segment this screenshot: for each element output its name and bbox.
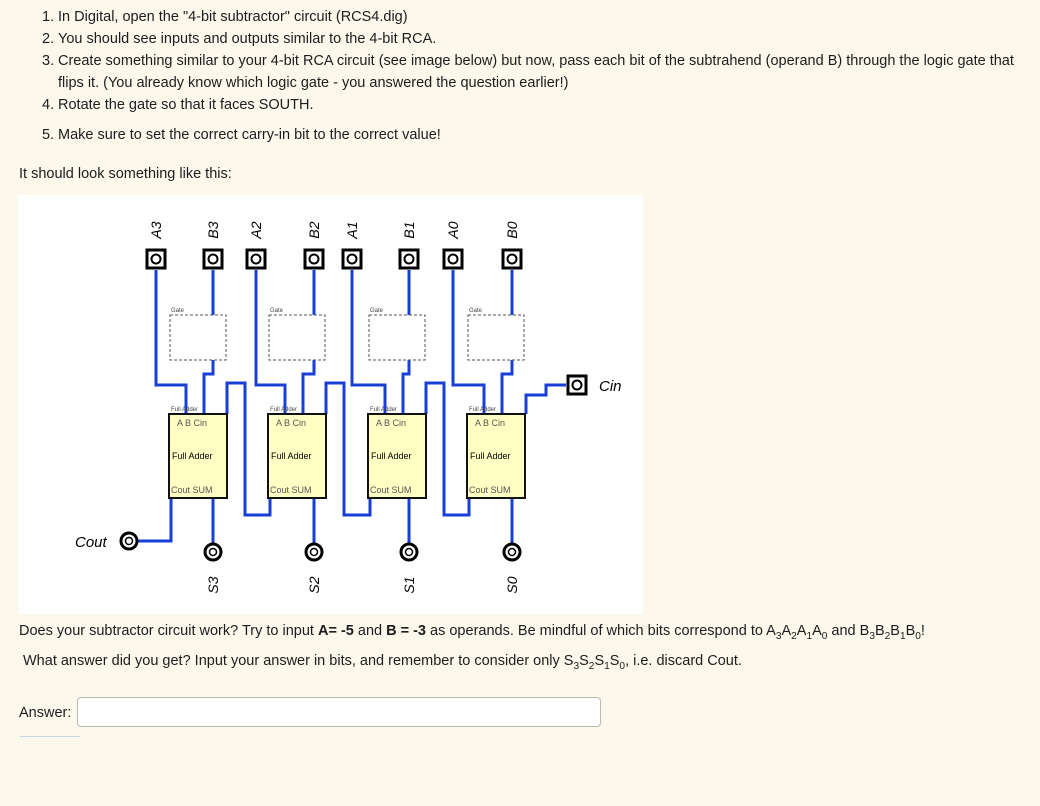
divider xyxy=(20,736,80,737)
gate-label: Gate xyxy=(469,308,483,314)
gate-label: Gate xyxy=(270,308,284,314)
input-pin-dot xyxy=(449,255,458,264)
wire-carry3 xyxy=(227,383,270,515)
operand-b: B = -3 xyxy=(386,623,426,639)
gate-box xyxy=(369,315,425,360)
full-adder-pins-bottom: Cout SUM xyxy=(469,485,511,495)
full-adder-title: Full Adder xyxy=(469,407,497,413)
full-adder-name: Full Adder xyxy=(470,451,511,461)
output-label-s1: S1 xyxy=(401,576,417,594)
step-5: 5. Make sure to set the correct carry-in bit to the correct value! xyxy=(42,127,441,143)
step-4: 4. Rotate the gate so that it faces SOUTH. xyxy=(42,97,314,113)
wire-carry1 xyxy=(426,383,469,515)
question-line-1: Does your subtractor circuit work? Try to input A= -5 and B = -3 as operands. Be mindful of which bits correspond to $A_3A_2A_1A_0$ and $B_3B_2B_1B_0$! xyxy=(19,623,925,642)
full-adder-title: Full Adder xyxy=(171,407,199,413)
wire-cout xyxy=(136,498,171,541)
full-adder-name: Full Adder xyxy=(172,451,213,461)
input-pin-dot xyxy=(508,255,517,264)
cout-pin-dot xyxy=(126,538,133,545)
full-adder-title: Full Adder xyxy=(370,407,398,413)
gate-label: Gate xyxy=(171,308,185,314)
input-label-b3: B3 xyxy=(205,221,221,239)
input-pin-dot xyxy=(310,255,319,264)
wire-b-out2 xyxy=(303,360,314,414)
output-pin-dot xyxy=(210,549,217,556)
instruction-list xyxy=(0,6,1028,146)
input-label-b0: B0 xyxy=(504,221,520,239)
step-3: 3. Create something similar to your 4-bit RCA circuit (see image below) but now, pass each bit of the subtrahend (operand B) through the logic gate that flips it. (You already know which logic gate - you answered the question earlier!) xyxy=(42,53,1014,91)
full-adder-pins-top: A B Cin xyxy=(276,418,307,428)
step-2: 2. You should see inputs and outputs similar to the 4-bit RCA. xyxy=(42,31,437,47)
gate-box xyxy=(269,315,325,360)
input-pin-dot xyxy=(405,255,414,264)
cout-label: Cout xyxy=(75,534,107,551)
input-pin-dot xyxy=(209,255,218,264)
input-label-a0: A0 xyxy=(445,221,461,239)
gate-box xyxy=(170,315,226,360)
input-label-a2: A2 xyxy=(248,221,264,239)
wire-b-out0 xyxy=(502,360,512,414)
full-adder-pins-top: A B Cin xyxy=(475,418,506,428)
cin-label: Cin xyxy=(599,378,622,395)
gate-label: Gate xyxy=(370,308,384,314)
full-adder-pins-top: A B Cin xyxy=(177,418,208,428)
question-line-2: What answer did you get? Input your answer in bits, and remember to consider only $S_3S_2S_1S_0$, i.e. discard Cout. xyxy=(23,653,742,672)
output-label-s0: S0 xyxy=(504,576,520,594)
full-adder-pins-bottom: Cout SUM xyxy=(171,485,213,495)
answer-label: Answer: xyxy=(19,705,72,721)
full-adder-name: Full Adder xyxy=(271,451,312,461)
input-label-a3: A3 xyxy=(148,221,164,239)
answer-input[interactable] xyxy=(77,697,601,727)
input-label-b1: B1 xyxy=(401,221,417,239)
input-pin-dot xyxy=(152,255,161,264)
full-adder-name: Full Adder xyxy=(371,451,412,461)
output-label-s3: S3 xyxy=(205,576,221,594)
operand-a: A= -5 xyxy=(317,623,354,639)
input-label-a1: A1 xyxy=(344,221,360,239)
step-1: 1. In Digital, open the "4-bit subtractor" circuit (RCS4.dig) xyxy=(42,9,408,25)
full-adder-pins-top: A B Cin xyxy=(376,418,407,428)
output-label-s2: S2 xyxy=(306,576,322,594)
wire-b-out3 xyxy=(204,360,213,414)
gate-box xyxy=(468,315,524,360)
input-label-b2: B2 xyxy=(306,221,322,239)
output-pin-dot xyxy=(406,549,413,556)
full-adder-pins-bottom: Cout SUM xyxy=(370,485,412,495)
wire-b-out1 xyxy=(403,360,409,414)
lead-text: It should look something like this: xyxy=(19,166,232,182)
input-pin-dot xyxy=(252,255,261,264)
output-pin-dot xyxy=(509,549,516,556)
cin-pin-dot xyxy=(573,381,582,390)
wire-cin xyxy=(526,385,566,414)
full-adder-pins-bottom: Cout SUM xyxy=(270,485,312,495)
full-adder-title: Full Adder xyxy=(270,407,298,413)
input-pin-dot xyxy=(348,255,357,264)
output-pin-dot xyxy=(311,549,318,556)
circuit-diagram xyxy=(18,195,643,614)
wire-carry2 xyxy=(326,383,370,515)
